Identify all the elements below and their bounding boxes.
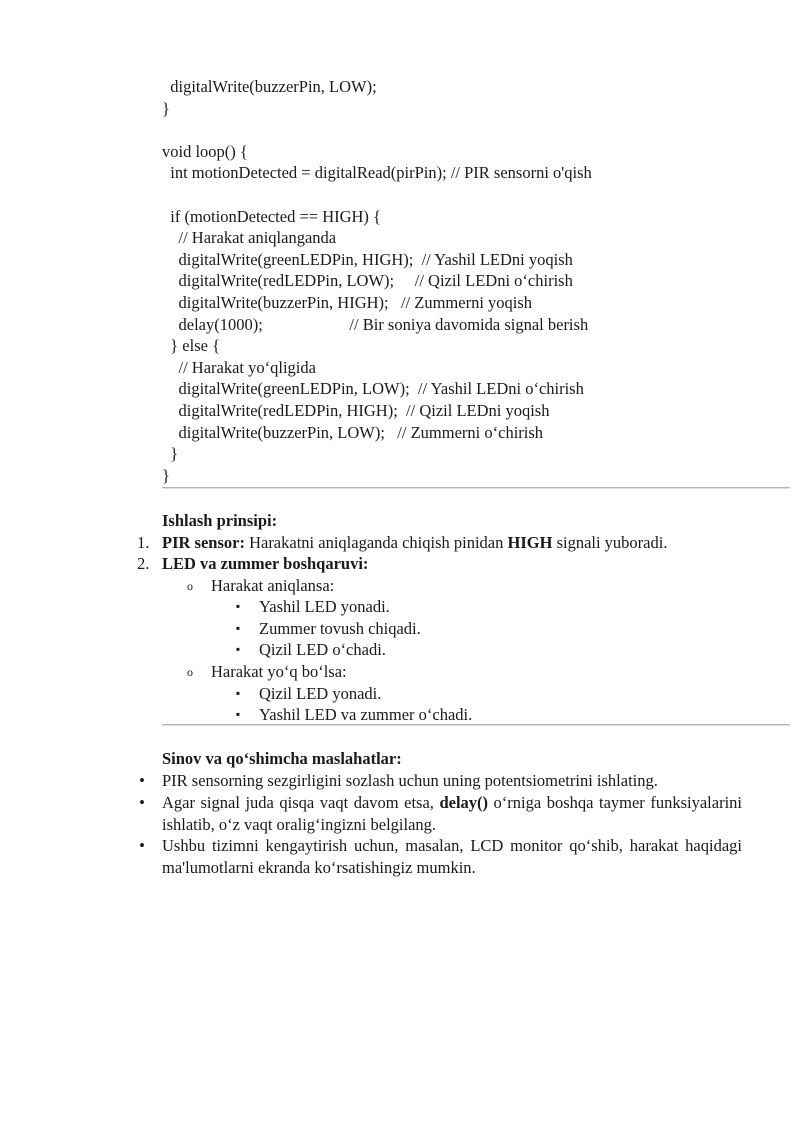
- tip-item: PIR sensorning sezgirligini sozlash uchun uning potentsiometrini ishlating.: [162, 771, 658, 790]
- list-item-pir-sensor: [162, 532, 667, 554]
- code-line: digitalWrite(greenLEDPin, LOW); // Yashil LEDni o‘chirish: [162, 379, 584, 399]
- sublist-item: Zummer tovush chiqadi.: [259, 619, 421, 638]
- sublist-item: Qizil LED yonadi.: [259, 684, 382, 703]
- code-line: digitalWrite(redLEDPin, HIGH); // Qizil LEDni yoqish: [162, 400, 550, 420]
- sublist-item: Yashil LED yonadi.: [259, 597, 390, 616]
- code-line: // Harakat yo‘qligida: [162, 357, 316, 377]
- code-line: void loop() {: [162, 141, 248, 161]
- list-number: 2.: [137, 554, 150, 573]
- item-strong: HIGH: [507, 533, 553, 552]
- code-line: }: [162, 465, 170, 485]
- code-line: int motionDetected = digitalRead(pirPin); // PIR sensorni o'qish: [162, 163, 592, 183]
- section-divider: [162, 724, 790, 726]
- code-line: } else {: [162, 336, 220, 356]
- tip-text: Agar signal juda qisqa vaqt davom etsa,: [162, 793, 440, 812]
- code-line: delay(1000); // Bir soniya davomida signal berish: [162, 314, 589, 334]
- sublist-label: Harakat yo‘q bo‘lsa:: [211, 662, 347, 681]
- circle-marker: o: [187, 665, 193, 679]
- item-text: Harakatni aniqlaganda chiqish pinidan: [244, 533, 508, 552]
- item-text: signali yuboradi.: [552, 533, 668, 552]
- code-block: [162, 76, 762, 486]
- principle-heading: Ishlash prinsipi:: [162, 511, 278, 530]
- bullet-marker: •: [139, 771, 145, 790]
- circle-marker: o: [187, 579, 193, 593]
- sublist-label: Harakat aniqlansa:: [211, 576, 335, 595]
- code-line: digitalWrite(buzzerPin, HIGH); // Zummerni yoqish: [162, 292, 533, 312]
- list-item-led-control: [162, 553, 368, 575]
- bullet-marker: •: [139, 836, 145, 855]
- code-line: [162, 184, 762, 206]
- bullet-marker: •: [139, 793, 145, 812]
- code-line: digitalWrite(buzzerPin, LOW); // Zummerni o‘chirish: [162, 422, 544, 442]
- code-line: }: [162, 98, 170, 118]
- square-marker: ▪: [235, 599, 241, 613]
- item-label: LED va zummer boshqaruvi:: [162, 554, 369, 573]
- tip-text: o‘rniga boshqa taymer funksiyalarini ishlatib, o‘z vaqt oralig‘ingizni belgilang.: [162, 793, 742, 834]
- code-line: }: [162, 444, 179, 464]
- item-label: PIR sensor:: [162, 533, 245, 552]
- code-line: digitalWrite(redLEDPin, LOW); // Qizil LEDni o‘chirish: [162, 271, 573, 291]
- square-marker: ▪: [235, 621, 241, 635]
- square-marker: ▪: [235, 686, 241, 700]
- code-line: digitalWrite(greenLEDPin, HIGH); // Yashil LEDni yoqish: [162, 249, 573, 269]
- tip-item: [162, 792, 742, 835]
- tip-item: Ushbu tizimni kengaytirish uchun, masalan, LCD monitor qo‘shib, harakat haqidagi ma'lumotlarni ekranda ko‘rsatishingiz mumkin.: [162, 836, 742, 877]
- code-line: [162, 119, 762, 141]
- code-line: if (motionDetected == HIGH) {: [162, 206, 381, 226]
- sublist-item: Yashil LED va zummer o‘chadi.: [259, 705, 473, 724]
- square-marker: ▪: [235, 642, 241, 656]
- list-number: 1.: [137, 533, 150, 552]
- code-line: // Harakat aniqlanganda: [162, 228, 337, 248]
- section-divider: [162, 487, 790, 489]
- sublist-item: Qizil LED o‘chadi.: [259, 640, 386, 659]
- code-line: digitalWrite(buzzerPin, LOW);: [162, 77, 377, 96]
- tips-heading: Sinov va qo‘shimcha maslahatlar:: [162, 749, 402, 768]
- tip-strong: delay(): [439, 793, 489, 812]
- square-marker: ▪: [235, 707, 241, 721]
